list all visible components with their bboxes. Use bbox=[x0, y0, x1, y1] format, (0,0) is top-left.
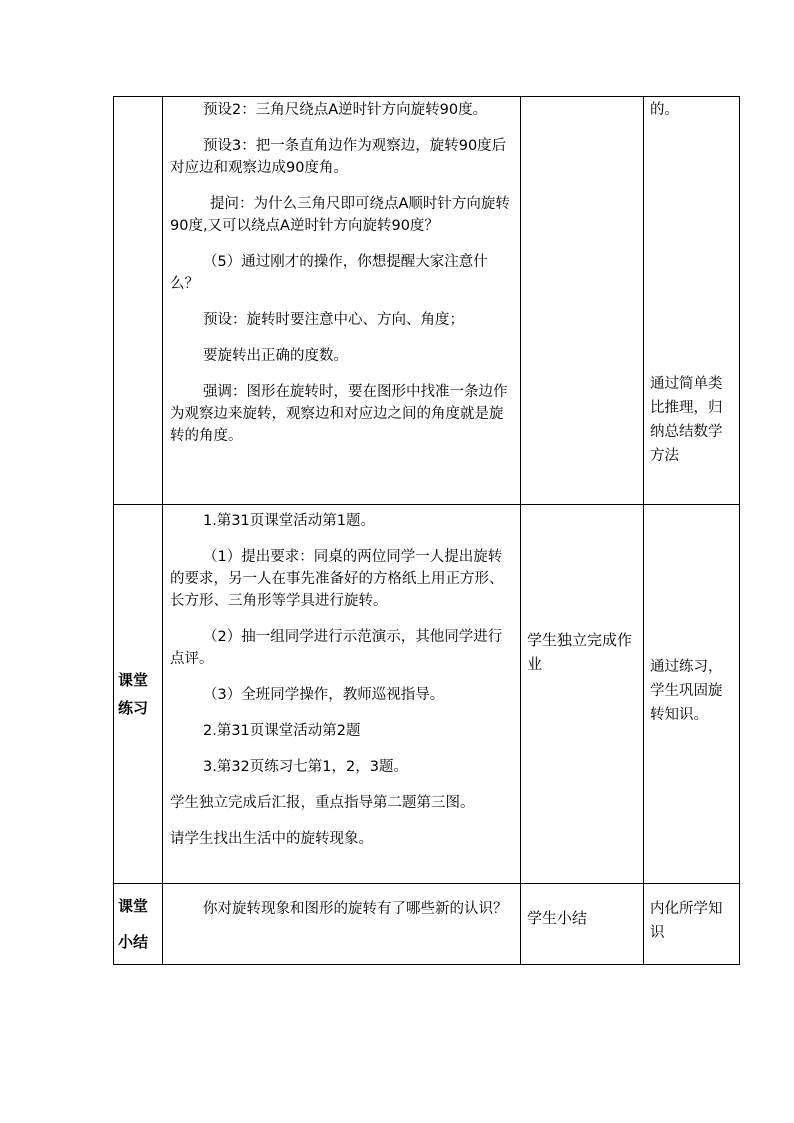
content-paragraph: 请学生找出生活中的旋转现象。 bbox=[170, 831, 373, 847]
column-divider bbox=[643, 96, 644, 965]
content-paragraph: （2）抽一组同学进行示范演示，其他同学进行点评。 bbox=[170, 629, 503, 667]
intent-text: 通过练习，学生巩固旋转知识。 bbox=[650, 659, 723, 723]
intent-text: 内化所学知识 bbox=[650, 901, 723, 941]
design-intent-cell bbox=[650, 372, 736, 468]
section-label bbox=[118, 666, 158, 722]
content-paragraph: （3）全班同学操作，教师巡视指导。 bbox=[203, 687, 445, 703]
student-activity-text: 学生小结 bbox=[527, 909, 588, 927]
content-paragraph: （5）通过刚才的操作，你想提醒大家注意什么？ bbox=[170, 254, 488, 292]
section-label-line: 练习 bbox=[118, 699, 149, 717]
student-activity-cell bbox=[527, 907, 639, 929]
content-paragraph: 预设2：三角尺绕点A逆时针方向旋转90度。 bbox=[203, 102, 488, 118]
section-label-line: 小结 bbox=[118, 933, 149, 951]
teaching-process-cell bbox=[170, 510, 514, 850]
content-paragraph: 要旋转出正确的度数。 bbox=[203, 348, 348, 364]
teaching-process-cell bbox=[170, 99, 514, 447]
section-label bbox=[118, 888, 158, 960]
teaching-process-cell bbox=[170, 898, 514, 920]
design-intent-cell bbox=[650, 655, 736, 727]
content-paragraph: 提问：为什么三角尺即可绕点A顺时针方向旋转90度,又可以绕点A逆时针方向旋转90度？ bbox=[170, 196, 510, 234]
table-border-right bbox=[739, 96, 740, 965]
row-divider bbox=[113, 504, 740, 505]
content-paragraph: （1）提出要求：同桌的两位同学一人提出旋转的要求，另一人在事先准备好的方格纸上用正方形、长方形、三角形等学具进行旋转。 bbox=[170, 549, 504, 609]
design-intent-cell bbox=[650, 99, 736, 121]
intent-text: 通过简单类比推理，归纳总结数学方法 bbox=[650, 376, 723, 464]
row-divider bbox=[113, 883, 740, 884]
table-border-left bbox=[113, 96, 114, 965]
content-paragraph: 预设3：把一条直角边作为观察边，旋转90度后对应边和观察边成90度角。 bbox=[170, 138, 507, 176]
content-paragraph: 2.第31页课堂活动第2题 bbox=[203, 723, 361, 739]
content-paragraph: 学生独立完成后汇报，重点指导第二题第三图。 bbox=[170, 795, 475, 811]
content-paragraph: 强调：图形在旋转时，要在图形中找准一条边作为观察边来旋转，观察边和对应边之间的角度就是旋转的角度。 bbox=[170, 384, 508, 444]
table-border-top bbox=[113, 96, 740, 97]
content-paragraph: 预设：旋转时要注意中心、方向、角度； bbox=[203, 312, 464, 328]
content-paragraph: 3.第32页练习七第1，2，3题。 bbox=[203, 759, 408, 775]
section-label-line: 课堂 bbox=[118, 897, 149, 915]
table-border-bottom bbox=[113, 964, 740, 965]
content-paragraph: 你对旋转现象和图形的旋转有了哪些新的认识？ bbox=[203, 901, 508, 917]
column-divider bbox=[520, 96, 521, 965]
design-intent-cell bbox=[650, 897, 736, 945]
section-label-line: 课堂 bbox=[118, 671, 149, 689]
column-divider bbox=[162, 96, 163, 965]
student-activity-text: 学生独立完成作业 bbox=[527, 631, 633, 673]
content-paragraph: 1.第31页课堂活动第1题。 bbox=[203, 513, 376, 529]
intent-text: 的。 bbox=[650, 102, 679, 118]
student-activity-cell bbox=[527, 628, 639, 676]
